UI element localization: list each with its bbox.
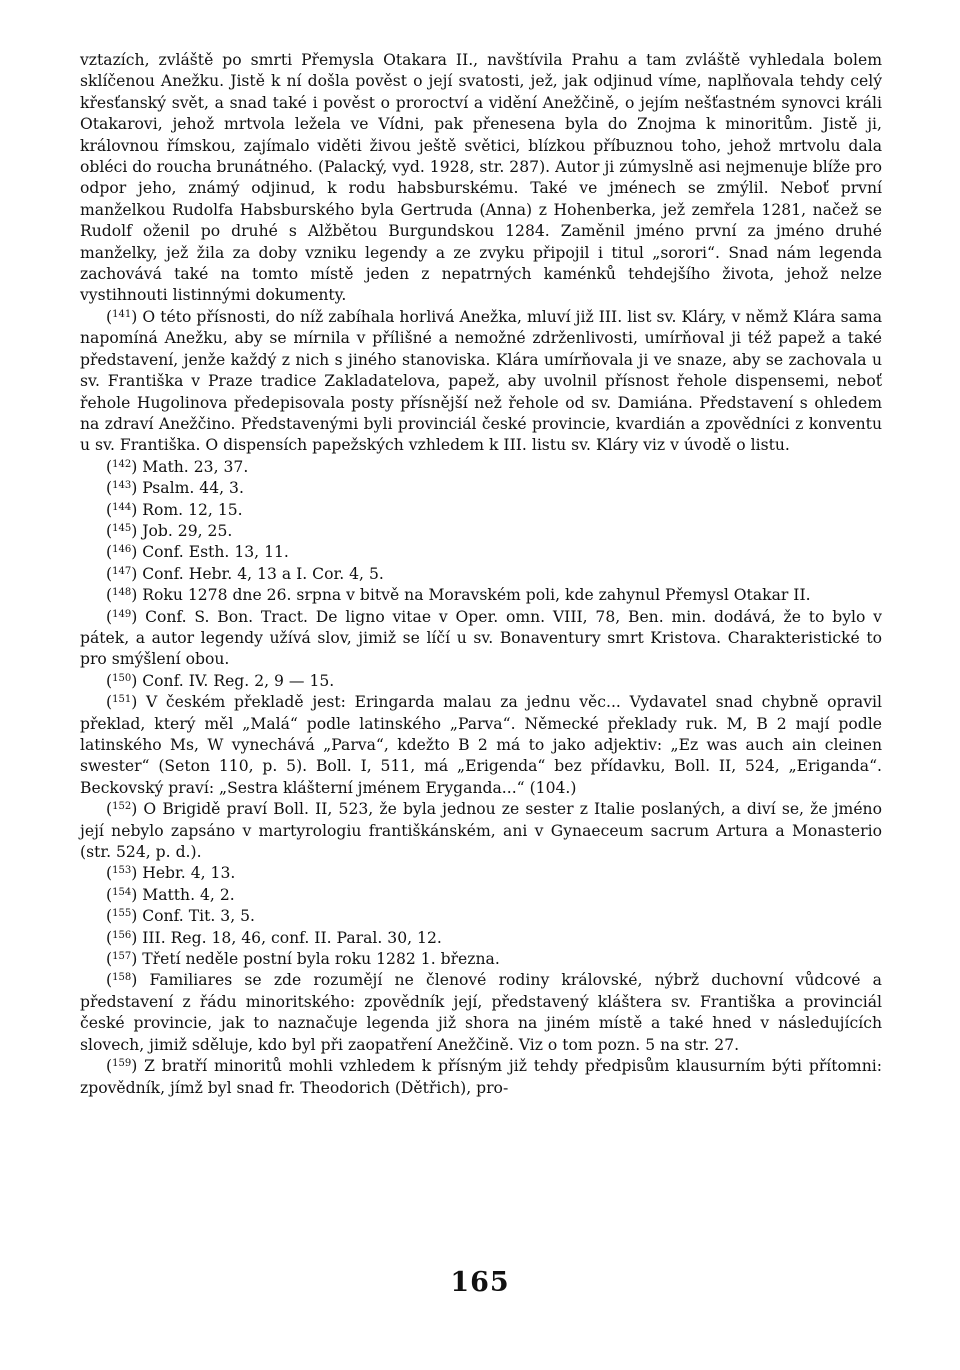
note-number: 152 <box>112 801 132 813</box>
footnote-150: ($^{150}$) Conf. IV. Reg. 2, 9 — 15. <box>106 671 335 690</box>
note-number: 141 <box>112 308 132 320</box>
note-number: 154 <box>112 886 132 898</box>
note-number: 147 <box>112 565 132 577</box>
note-text: Conf. IV. Reg. 2, 9 — 15. <box>142 671 335 690</box>
footnote-159: ($^{159}$) Z bratří minoritů mohli vzhledem k přísným již tehdy předpisům klausurním býti přítomni: zpovědník, jímž byl snad fr. Theodorich (Dětřich), pro- <box>80 1057 882 1097</box>
note-text: Math. 23, 37. <box>142 457 249 476</box>
note-text: Třetí neděle postní byla roku 1282 1. března. <box>142 950 500 969</box>
note-text: Roku 1278 dne 26. srpna v bitvě na Moravském poli, kde zahynul Přemysl Otakar II. <box>142 586 811 605</box>
note-number: 159 <box>112 1058 132 1070</box>
footnote-153: ($^{153}$) Hebr. 4, 13. <box>106 864 236 883</box>
note-number: 155 <box>112 908 132 920</box>
footnote-145: ($^{145}$) Job. 29, 25. <box>106 521 233 540</box>
note-text: Rom. 12, 15. <box>142 500 243 519</box>
note-number: 144 <box>112 501 132 513</box>
footnote-158: ($^{158}$) Familiares se zde rozumějí ne členové rodiny královské, nýbrž duchovní vůdcové a představení z řádu minoritského: zpovědník její, představený kláštera sv. Františka a provinciál české provincie, jak to naznačuje legenda již shora na jiném místě a také hned v následujících slovech, jimiž sděluje, kdo byl při zaopatření Anežčině. Viz o tom pozn. 5 na str. 27. <box>80 971 882 1054</box>
footnote-154: ($^{154}$) Matth. 4, 2. <box>106 885 235 904</box>
footnote-146: ($^{146}$) Conf. Esth. 13, 11. <box>106 543 289 562</box>
note-text: O této přísnosti, do níž zabíhala horlivá Anežka, mluví již III. list sv. Kláry, v němž Klára sama napomíná Anežku, aby se mírnila v přílišné a nemožné zdrženlivosti, umírňoval ji též papež a také představení, jenže každý z nich s jiného stanoviska. Klára umírňovala ji ve snaze, aby se zachovala u sv. Františka v Praze tradice Zakladatelova, papež, aby uvolnil přísnost řehole dispensemi, neboť řehole Hugolinova předepisovala posty přísnější než řehole od sv. Damiána. Představení s ohledem na zdraví Anežčino. Představenými byli provinciál české provincie, kvardián a zpovědníci z konventu u sv. Františka. O dispensích papežských vzhledem k III. listu sv. Kláry viz v úvodě o listu. <box>80 307 882 455</box>
note-text: V českém překladě jest: Eringarda malau za jednu věc... Vydavatel snad chybně opravil překlad, který měl „Malá“ podle latinského „Parva“. Německé překlady ruk. M, B 2 mají podle latinského Ms, W vynechává „Parva“, kdežto B 2 má to jako adjektiv: „Ez was auch ain cleinen swester“ (Seton 110, p. 5). Boll. I, 511, má „Erigenda“ bez přídavku, Boll. II, 524, „Eriganda“. Beckovský praví: „Sestra klášterní jménem Eryganda...“ (104.) <box>80 693 882 797</box>
note-text: Psalm. 44, 3. <box>142 479 244 498</box>
note-text: Z bratří minoritů mohli vzhledem k přísným již tehdy předpisům klausurním býti přítomni: zpovědník, jímž byl snad fr. Theodorich (Dětřich), pro- <box>80 1057 882 1097</box>
note-text: Familiares se zde rozumějí ne členové rodiny královské, nýbrž duchovní vůdcové a představení z řádu minoritského: zpovědník její, představený kláštera sv. Františka a provinciál české provincie, jak to naznačuje legenda již shora na jiném místě a také hned v následujících slovech, jimiž sděluje, kdo byl při zaopatření Anežčině. Viz o tom pozn. 5 na str. 27. <box>80 971 882 1054</box>
footnote-149: ($^{149}$) Conf. S. Bon. Tract. De ligno vitae v Oper. omn. VIII, 78, Ben. min. dodává, že to bylo v pátek, a autor legendy užívá slov, jimiž se líčí u sv. Bonaventury smrt Kristova. Charakteristické to pro smýšlení obou. <box>80 607 882 669</box>
note-text: III. Reg. 18, 46, conf. II. Paral. 30, 12. <box>142 928 442 947</box>
footnote-144: ($^{144}$) Rom. 12, 15. <box>106 500 243 519</box>
note-number: 143 <box>112 480 132 492</box>
footnote-141: ($^{141}$) O této přísnosti, do níž zabíhala horlivá Anežka, mluví již III. list sv. Kláry, v němž Klára sama napomíná Anežku, aby se mírnila v přílišné a nemožné zdrženlivosti, umírňoval ji též papež a také představení, jenže každý z nich s jiného stanoviska. Klára umírňovala ji ve snaze, aby se zachovala u sv. Františka v Praze tradice Zakladatelova, papež, aby uvolnil přísnost řehole dispensemi, neboť řehole Hugolinova předepisovala posty přísnější než řehole od sv. Damiána. Představení s ohledem na zdraví Anežčino. Představenými byli provinciál české provincie, kvardián a zpovědníci z konventu u sv. Františka. O dispensích papežských vzhledem k III. listu sv. Kláry viz v úvodě o listu. <box>80 307 882 455</box>
note-number: 146 <box>112 544 132 556</box>
note-number: 150 <box>112 672 132 684</box>
footnote-148: ($^{148}$) Roku 1278 dne 26. srpna v bitvě na Moravském poli, kde zahynul Přemysl Otakar II. <box>106 586 811 605</box>
note-text: Conf. Tit. 3, 5. <box>142 907 256 926</box>
note-number: 156 <box>112 929 132 941</box>
footnote-142: ($^{142}$) Math. 23, 37. <box>106 457 249 476</box>
note-number: 157 <box>112 951 132 963</box>
note-number: 148 <box>112 587 132 599</box>
note-number: 142 <box>112 458 132 470</box>
footnote-155: ($^{155}$) Conf. Tit. 3, 5. <box>106 907 256 926</box>
note-number: 145 <box>112 522 132 534</box>
note-number: 158 <box>112 972 132 984</box>
footnote-157: ($^{157}$) Třetí neděle postní byla roku 1282 1. března. <box>106 950 500 969</box>
note-text: O Brigidě praví Boll. II, 523, že byla jednou ze sester z Italie poslaných, a diví se, že jméno její nebylo zapsáno v martyrologiu františkánském, ani v Gynaeceum sacrum Artura a Monasterio (str. 524, p. d.). <box>80 800 882 862</box>
page-number: 165 <box>450 1267 510 1298</box>
footnote-147: ($^{147}$) Conf. Hebr. 4, 13 a I. Cor. 4, 5. <box>106 564 384 583</box>
note-text: Hebr. 4, 13. <box>142 864 236 883</box>
note-text: Conf. S. Bon. Tract. De ligno vitae v Oper. omn. VIII, 78, Ben. min. dodává, že to bylo v pátek, a autor legendy užívá slov, jimiž se líčí u sv. Bonaventury smrt Kristova. Charakteristické to pro smýšlení obou. <box>80 607 882 669</box>
note-text: Job. 29, 25. <box>142 521 233 540</box>
note-number: 149 <box>112 608 132 620</box>
footnote-143: ($^{143}$) Psalm. 44, 3. <box>106 479 244 498</box>
footnote-151: ($^{151}$) V českém překladě jest: Eringarda malau za jednu věc... Vydavatel snad chybně opravil překlad, který měl „Malá“ podle latinského „Parva“. Německé překlady ruk. M, B 2 mají podle latinského Ms, W vynechává „Parva“, kdežto B 2 má to jako adjektiv: „Ez was auch ain cleinen swester“ (Seton 110, p. 5). Boll. I, 511, má „Erigenda“ bez přídavku, Boll. II, 524, „Eriganda“. Beckovský praví: „Sestra klášterní jménem Eryganda...“ (104.) <box>80 693 882 797</box>
note-text: Matth. 4, 2. <box>142 885 235 904</box>
note-text: Conf. Hebr. 4, 13 a I. Cor. 4, 5. <box>142 564 384 583</box>
note-number: 151 <box>112 694 132 706</box>
footnote-156: ($^{156}$) III. Reg. 18, 46, conf. II. Paral. 30, 12. <box>106 928 442 947</box>
note-text: Conf. Esth. 13, 11. <box>142 543 289 562</box>
footnote-152: ($^{152}$) O Brigidě praví Boll. II, 523, že byla jednou ze sester z Italie poslaných, a diví se, že jméno její nebylo zapsáno v martyrologiu františkánském, ani v Gynaeceum sacrum Artura a Monasterio (str. 524, p. d.). <box>80 800 882 862</box>
continuation-paragraph: vztazích, zvláště po smrti Přemysla Otakara II., navštívila Prahu a tam zvláště vyhledala bolem sklíčenou Anežku. Jistě k ní došla pověst o její svatosti, jež, jak odjinud víme, naplňovala tehdy celý křesťanský svět, a snad také i pověst o proroctví a vidění Anežčině, o jejím nešťastném synovci králi Otakarovi, jehož mrtvola ležela ve Vídni, pak přenesena byla do Znojma k minoritům. Jistě ji, královnou římskou, zajímalo viděti živou ještě světici, blízkou příbuznou toho, jehož mrtvolu dala obléci do roucha brunátného. (Palacký, vyd. 1928, str. 287). Autor ji zúmyslně asi nejmenuje blíže pro odpor jeho, známý odjinud, k rodu habsburskému. Také ve jménech se zmýlil. Neboť první manželkou Rudolfa Habsburského byla Gertruda (Anna) z Hohenberka, jež zemřela 1281, načež se Rudolf oženil po druhé s Alžbětou Burgundskou 1284. Zaměnil jméno první za jméno druhé manželky, jež žila za doby vzniku legendy a ze zvyku připojil i titul „sorori“. Snad nám legenda zachovává také na tomto místě jeden z nepatrných kaménků tehdejšího života, jehož nelze vystihnouti listinnými dokumenty. <box>80 51 882 305</box>
note-number: 153 <box>112 865 132 877</box>
commentary-text <box>80 50 882 1099</box>
